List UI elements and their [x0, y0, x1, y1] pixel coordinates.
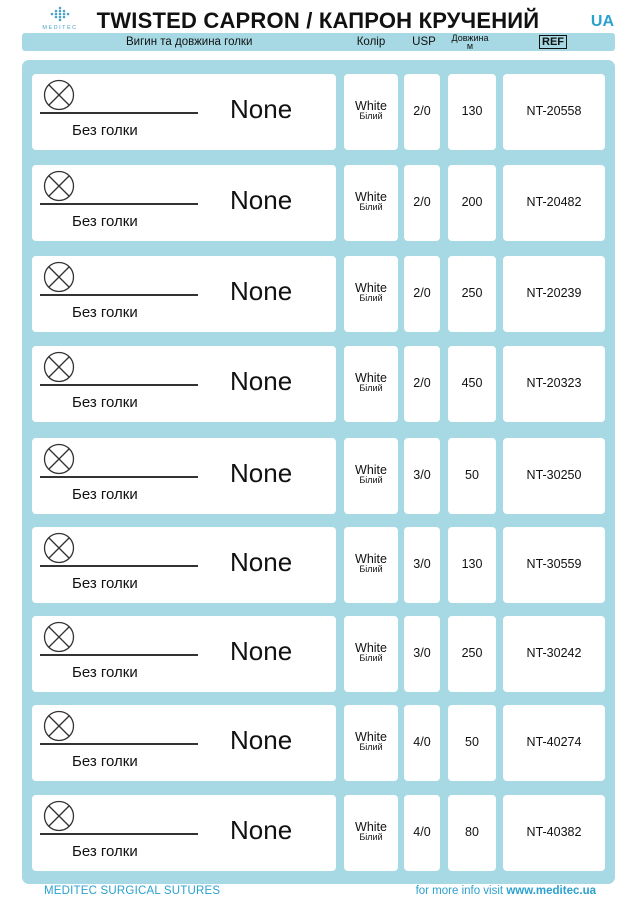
table-row	[32, 256, 605, 332]
color-ukrainian: Білий	[359, 832, 383, 842]
color-cell	[344, 346, 398, 422]
needle-cell	[32, 527, 336, 603]
length-value: 50	[465, 735, 479, 749]
needle-label: Без голки	[72, 664, 138, 681]
color-ukrainian: Білий	[359, 202, 383, 212]
needle-cell	[32, 74, 336, 150]
needle-value: None	[230, 547, 293, 577]
length-cell	[448, 795, 496, 871]
column-header-usp: USP	[412, 36, 436, 48]
needle-value: None	[230, 636, 293, 666]
needle-label: Без голки	[72, 122, 138, 139]
ref-cell	[503, 795, 605, 871]
ref-cell	[503, 346, 605, 422]
table-row	[32, 705, 605, 781]
length-value: 200	[461, 195, 483, 209]
language-badge: UA	[590, 13, 614, 30]
needle-length-line	[40, 476, 198, 478]
needle-value: None	[230, 366, 293, 396]
needle-length-line	[40, 384, 198, 386]
no-needle-icon	[43, 170, 75, 202]
table-row	[32, 346, 605, 422]
ref-cell	[503, 705, 605, 781]
color-cell	[344, 165, 398, 241]
no-needle-icon	[43, 79, 75, 111]
color-cell	[344, 795, 398, 871]
usp-value: 2/0	[413, 195, 431, 209]
no-needle-icon	[43, 532, 75, 564]
length-value: 250	[461, 286, 483, 300]
ref-value: NT-20482	[526, 195, 582, 209]
color-cell	[344, 256, 398, 332]
column-header-ref	[538, 33, 568, 51]
usp-value: 4/0	[413, 825, 431, 839]
needle-length-line	[40, 565, 198, 567]
column-header-length-unit: м	[466, 41, 474, 51]
color-english: White	[355, 190, 387, 204]
color-ukrainian: Білий	[359, 293, 383, 303]
color-english: White	[355, 552, 387, 566]
footer-info-text: for more info visit	[415, 885, 507, 897]
usp-cell	[404, 165, 440, 241]
needle-length-line	[40, 833, 198, 835]
footer-url-link[interactable]: www.meditec.ua	[506, 885, 596, 897]
needle-value: None	[230, 276, 293, 306]
color-cell	[344, 527, 398, 603]
table-row	[32, 74, 605, 150]
needle-label: Без голки	[72, 843, 138, 860]
table-row	[32, 438, 605, 514]
color-ukrainian: Білий	[359, 111, 383, 121]
length-value: 130	[461, 104, 483, 118]
usp-value: 2/0	[413, 376, 431, 390]
needle-length-line	[40, 654, 198, 656]
color-english: White	[355, 820, 387, 834]
needle-value: None	[230, 815, 293, 845]
length-cell	[448, 438, 496, 514]
color-ukrainian: Білий	[359, 653, 383, 663]
usp-cell	[404, 256, 440, 332]
color-english: White	[355, 641, 387, 655]
no-needle-icon	[43, 351, 75, 383]
product-table	[22, 60, 615, 884]
needle-cell	[32, 795, 336, 871]
ref-value: NT-20239	[526, 286, 582, 300]
length-cell	[448, 346, 496, 422]
logo-text: MEDITEC	[42, 25, 78, 31]
needle-length-line	[40, 112, 198, 114]
color-english: White	[355, 99, 387, 113]
color-cell	[344, 616, 398, 692]
color-ukrainian: Білий	[359, 475, 383, 485]
length-cell	[448, 527, 496, 603]
length-value: 50	[465, 468, 479, 482]
length-cell	[448, 705, 496, 781]
color-ukrainian: Білий	[359, 742, 383, 752]
column-header-bar	[22, 33, 615, 51]
usp-cell	[404, 74, 440, 150]
usp-cell	[404, 438, 440, 514]
color-ukrainian: Білий	[359, 564, 383, 574]
column-header-length	[446, 33, 494, 51]
usp-value: 2/0	[413, 286, 431, 300]
needle-label: Без голки	[72, 394, 138, 411]
needle-label: Без голки	[72, 213, 138, 230]
color-cell	[344, 705, 398, 781]
column-header-needle: Вигин та довжина голки	[126, 36, 253, 48]
ref-value: NT-40382	[526, 825, 582, 839]
color-cell	[344, 74, 398, 150]
no-needle-icon	[43, 621, 75, 653]
needle-cell	[32, 165, 336, 241]
needle-value: None	[230, 94, 293, 124]
needle-value: None	[230, 185, 293, 215]
length-value: 130	[461, 557, 483, 571]
ref-cell	[503, 74, 605, 150]
usp-cell	[404, 616, 440, 692]
length-value: 250	[461, 646, 483, 660]
no-needle-icon	[43, 800, 75, 832]
color-english: White	[355, 730, 387, 744]
color-ukrainian: Білий	[359, 383, 383, 393]
needle-length-line	[40, 203, 198, 205]
ref-cell	[503, 616, 605, 692]
column-header-length-label: Довжина	[451, 33, 489, 43]
color-english: White	[355, 281, 387, 295]
length-cell	[448, 256, 496, 332]
ref-label: REF	[539, 35, 567, 49]
usp-cell	[404, 346, 440, 422]
needle-value: None	[230, 725, 293, 755]
color-cell	[344, 438, 398, 514]
needle-cell	[32, 616, 336, 692]
usp-value: 3/0	[413, 557, 431, 571]
no-needle-icon	[43, 443, 75, 475]
table-row	[32, 165, 605, 241]
ref-value: NT-30559	[526, 557, 582, 571]
usp-cell	[404, 527, 440, 603]
length-cell	[448, 74, 496, 150]
color-english: White	[355, 463, 387, 477]
page-title: TWISTED CAPRON / КАПРОН КРУЧЕНИЙ	[96, 8, 540, 33]
ref-cell	[503, 165, 605, 241]
needle-label: Без голки	[72, 575, 138, 592]
usp-value: 4/0	[413, 735, 431, 749]
footer-info	[416, 885, 596, 897]
length-cell	[448, 165, 496, 241]
needle-label: Без голки	[72, 304, 138, 321]
needle-cell	[32, 705, 336, 781]
ref-value: NT-30242	[526, 646, 582, 660]
ref-cell	[503, 527, 605, 603]
ref-cell	[503, 438, 605, 514]
no-needle-icon	[43, 710, 75, 742]
no-needle-icon	[43, 261, 75, 293]
usp-cell	[404, 795, 440, 871]
ref-value: NT-20558	[526, 104, 582, 118]
usp-value: 3/0	[413, 468, 431, 482]
table-row	[32, 795, 605, 871]
color-english: White	[355, 371, 387, 385]
ref-cell	[503, 256, 605, 332]
needle-cell	[32, 346, 336, 422]
table-row	[32, 527, 605, 603]
length-value: 450	[461, 376, 483, 390]
ref-value: NT-20323	[526, 376, 582, 390]
needle-label: Без голки	[72, 753, 138, 770]
needle-value: None	[230, 458, 293, 488]
ref-value: NT-40274	[526, 735, 582, 749]
usp-value: 3/0	[413, 646, 431, 660]
needle-cell	[32, 256, 336, 332]
needle-cell	[32, 438, 336, 514]
needle-label: Без голки	[72, 486, 138, 503]
usp-value: 2/0	[413, 104, 431, 118]
usp-cell	[404, 705, 440, 781]
table-row	[32, 616, 605, 692]
column-header-color: Колір	[356, 36, 386, 48]
needle-length-line	[40, 294, 198, 296]
needle-length-line	[40, 743, 198, 745]
length-cell	[448, 616, 496, 692]
footer-brand: MEDITEC SURGICAL SUTURES	[44, 885, 221, 897]
length-value: 80	[465, 825, 479, 839]
ref-value: NT-30250	[526, 468, 582, 482]
